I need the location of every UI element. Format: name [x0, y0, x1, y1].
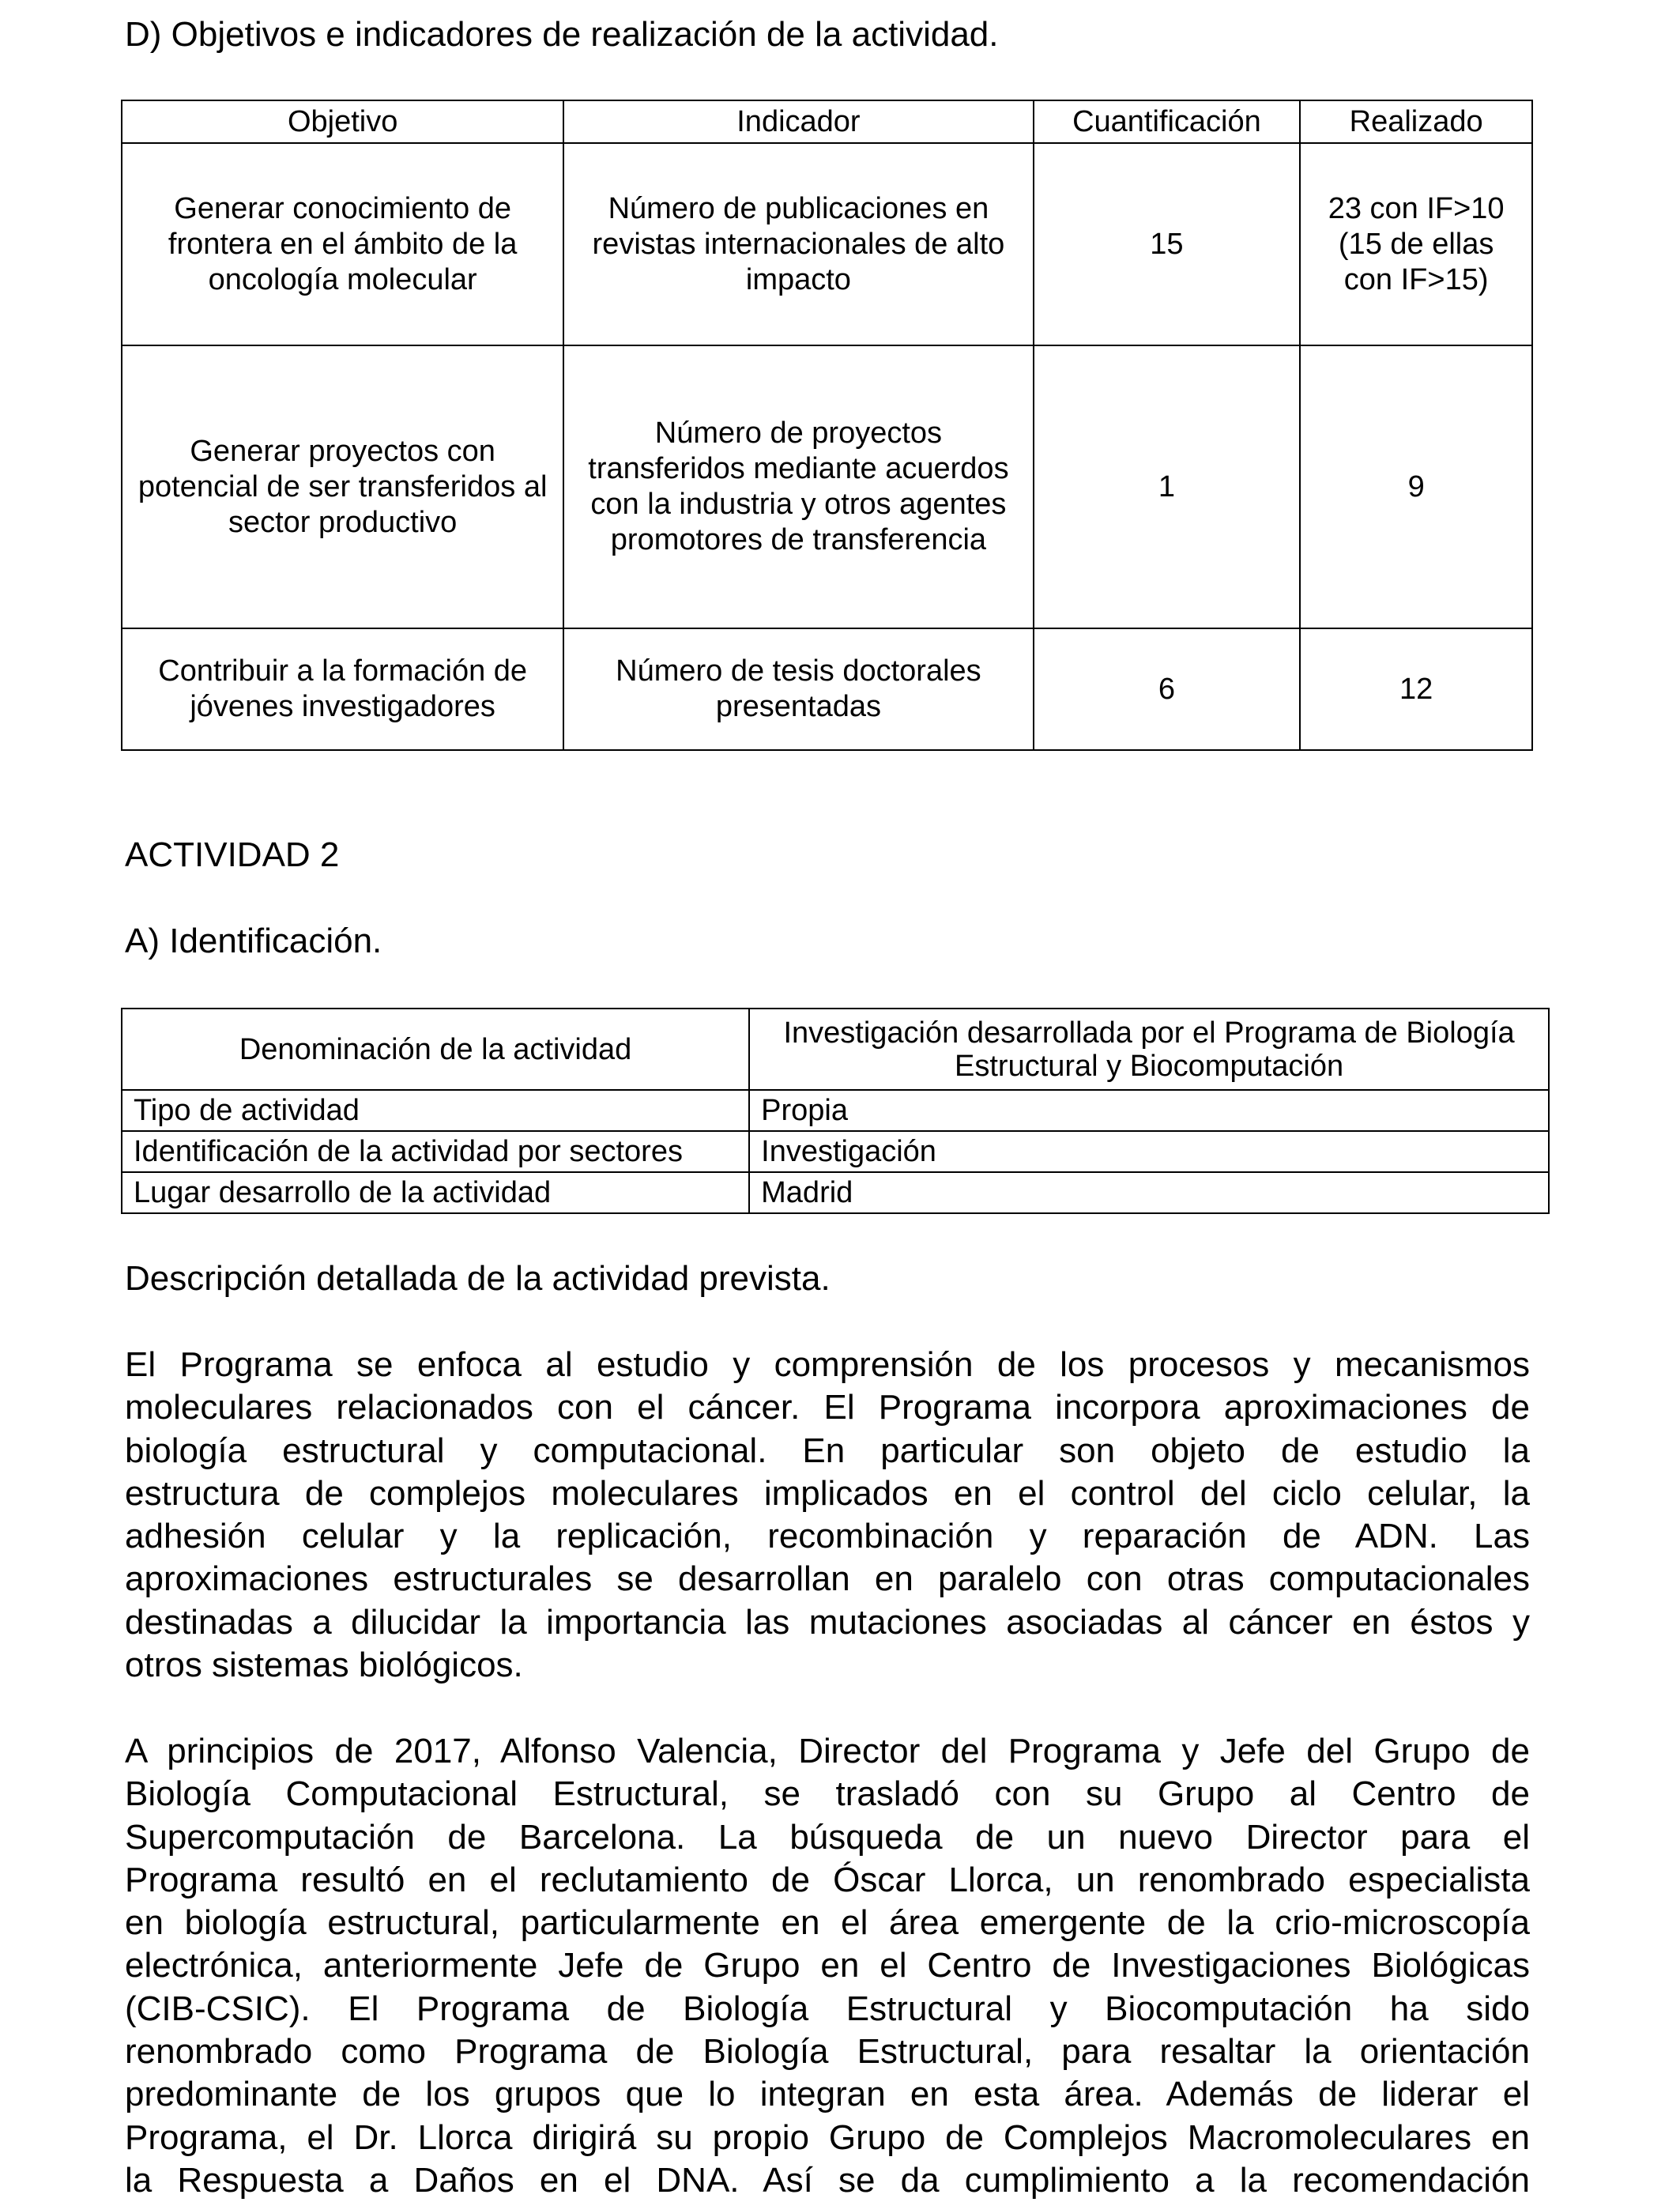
paragraph-line: A principios de 2017, Alfonso Valencia, Director del Programa y Jefe del Grupo de — [125, 1732, 1530, 1770]
paragraph-line: aproximaciones estructurales se desarrollan en paralelo con otras computacionales — [125, 1559, 1530, 1599]
description-heading: Descripción detallada de la actividad prevista. — [125, 1259, 831, 1298]
cell-indicador: Número de proyectos transferidos mediante acuerdos con la industria y otros agentes promotores de transferencia — [563, 345, 1033, 628]
cell-realizado: 23 con IF>10 (15 de ellas con IF>15) — [1300, 143, 1532, 345]
paragraph-line: Supercomputación de Barcelona. La búsqueda de un nuevo Director para el — [125, 1817, 1530, 1857]
paragraph-line: otros sistemas biológicos. — [125, 1646, 523, 1685]
cell-objetivo: Generar proyectos con potencial de ser transferidos al sector productivo — [122, 345, 563, 628]
cell-label: Identificación de la actividad por sectores — [122, 1131, 749, 1172]
cell-indicador: Número de publicaciones en revistas internacionales de alto impacto — [563, 143, 1033, 345]
cell-objetivo: Generar conocimiento de frontera en el ámbito de la oncología molecular — [122, 143, 563, 345]
cell-label: Denominación de la actividad — [122, 1009, 749, 1090]
activity-heading: ACTIVIDAD 2 — [125, 835, 340, 874]
paragraph-line: El Programa se enfoca al estudio y comprensión de los procesos y mecanismos — [125, 1345, 1530, 1384]
paragraph-line: biología estructural y computacional. En particular son objeto de estudio la — [125, 1431, 1530, 1470]
table-header-row — [122, 100, 1532, 143]
identification-heading: A) Identificación. — [125, 922, 382, 960]
paragraph-line: predominante de los grupos que lo integran en esta área. Además de liderar el — [125, 2075, 1530, 2114]
paragraph-line: la Respuesta a Daños en el DNA. Así se da cumplimiento a la recomendación — [125, 2160, 1530, 2200]
cell-value: Investigación desarrollada por el Programa de Biología Estructural y Biocomputación — [749, 1009, 1549, 1090]
header-objetivo: Objetivo — [122, 100, 563, 143]
paragraph-line: (CIB-CSIC). El Programa de Biología Estructural y Biocomputación ha sido — [125, 1989, 1530, 2028]
cell-cuantificacion: 1 — [1034, 345, 1301, 628]
cell-label: Lugar desarrollo de la actividad — [122, 1172, 749, 1213]
table-row — [122, 345, 1532, 628]
section-d-heading: D) Objetivos e indicadores de realización de la actividad. — [125, 15, 999, 54]
paragraph-line: moleculares relacionados con el cáncer. El Programa incorpora aproximaciones de — [125, 1388, 1530, 1427]
cell-realizado: 12 — [1300, 628, 1532, 750]
paragraph-line: estructura de complejos moleculares implicados en el control del ciclo celular, la — [125, 1473, 1530, 1513]
header-indicador: Indicador — [563, 100, 1033, 143]
table-row — [122, 628, 1532, 750]
table-row — [122, 1131, 1549, 1172]
cell-indicador: Número de tesis doctorales presentadas — [563, 628, 1033, 750]
cell-cuantificacion: 6 — [1034, 628, 1301, 750]
paragraph-line: adhesión celular y la replicación, recombinación y reparación de ADN. Las — [125, 1517, 1530, 1556]
paragraph-line: renombrado como Programa de Biología Estructural, para resaltar la orientación — [125, 2032, 1530, 2072]
cell-realizado: 9 — [1300, 345, 1532, 628]
cell-label: Tipo de actividad — [122, 1090, 749, 1131]
cell-objetivo: Contribuir a la formación de jóvenes investigadores — [122, 628, 563, 750]
cell-value: Investigación — [749, 1131, 1549, 1172]
table-row — [122, 143, 1532, 345]
paragraph-line: Programa resultó en el reclutamiento de Óscar Llorca, un renombrado especialista — [125, 1860, 1530, 1899]
paragraph-2 — [125, 1730, 1530, 2202]
paragraph-line: en biología estructural, particularmente en el área emergente de la crio-microscopía — [125, 1903, 1530, 1943]
objectives-table — [121, 100, 1533, 751]
paragraph-line: Biología Computacional Estructural, se trasladó con su Grupo al Centro de — [125, 1774, 1530, 1814]
cell-value: Madrid — [749, 1172, 1549, 1213]
cell-value: Propia — [749, 1090, 1549, 1131]
table-row — [122, 1009, 1549, 1090]
cell-cuantificacion: 15 — [1034, 143, 1301, 345]
paragraph-1 — [125, 1344, 1530, 1687]
paragraph-line: destinadas a dilucidar la importancia las mutaciones asociadas al cáncer en éstos y — [125, 1602, 1530, 1642]
table-row — [122, 1172, 1549, 1213]
paragraph-line: electrónica, anteriormente Jefe de Grupo en el Centro de Investigaciones Biológicas — [125, 1946, 1530, 1985]
table-row — [122, 1090, 1549, 1131]
header-realizado: Realizado — [1300, 100, 1532, 143]
paragraph-line: Programa, el Dr. Llorca dirigirá su propio Grupo de Complejos Macromoleculares en — [125, 2117, 1530, 2157]
header-cuantificacion: Cuantificación — [1034, 100, 1301, 143]
identification-table — [121, 1008, 1550, 1214]
